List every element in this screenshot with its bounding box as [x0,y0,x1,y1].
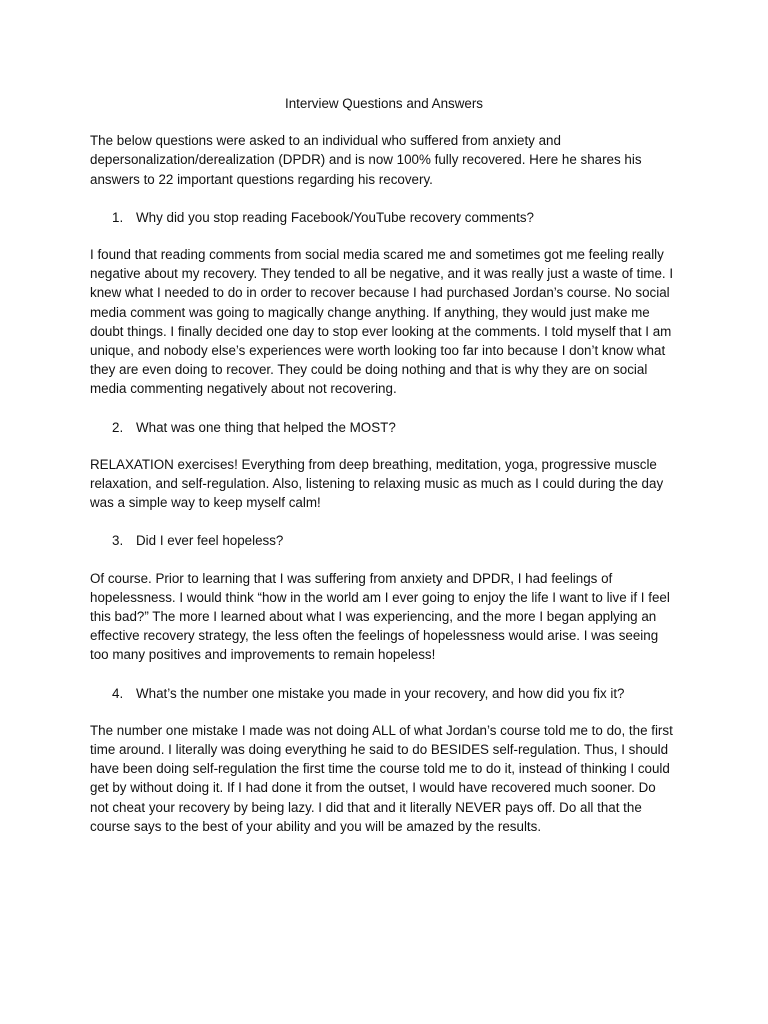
document-title: Interview Questions and Answers [285,96,483,111]
question-number: 3. [112,533,124,549]
question-1 [90,208,678,227]
question-3 [90,531,678,550]
question-text: Why did you stop reading Facebook/YouTube recovery comments? [136,209,534,225]
question-4 [90,684,678,703]
answer-4: The number one mistake I made was not doing ALL of what Jordan’s course told me to do, the first time around. I literally was doing everything he said to do BESIDES self-regulation. Thus, I should have been doing self-regulation the first time the course told me to do it, instead of thinking I could get by without doing it. If I had done it from the outset, I would have recovered much sooner. Do not cheat your recovery by being lazy. I did that and it literally NEVER pays off. Do all that the course says to the best of your ability and you will be amazed by the results. [90,722,673,834]
question-text: What’s the number one mistake you made in your recovery, and how did you fix it? [136,685,625,701]
question-number: 2. [112,419,124,435]
question-number: 1. [112,209,124,225]
question-2 [90,418,678,437]
answer-1: I found that reading comments from social media scared me and sometimes got me feeling really negative about my recovery. They tended to all be negative, and it was really just a waste of time. I knew what I needed to do in order to recover because I had purchased Jordan’s course. No social media comment was going to magically change anything. If anything, they would just make me doubt things. I finally decided one day to stop ever looking at the comments. I told myself that I am unique, and nobody else’s experiences were worth looking too far into because I don’t know what they are even doing to recover. They could be doing nothing and that is why they are on social media commenting negatively about not recovering. [90,247,674,397]
answer-3: Of course. Prior to learning that I was suffering from anxiety and DPDR, I had feelings of hopelessness. I would think “how in the world am I ever going to enjoy the life I want to live if I feel this bad?” The more I learned about what I was experiencing, and the more I began applying an effective recovery strategy, the less often the feelings of hopelessness would arise. I was seeing too many positives and improvements to remain hopeless! [90,570,670,663]
answer-2: RELAXATION exercises! Everything from deep breathing, meditation, yoga, progressive muscle relaxation, and self-regulation. Also, listening to relaxing music as much as I could during the day was a simple way to keep myself calm! [90,456,664,511]
question-text: Did I ever feel hopeless? [136,533,284,549]
intro-paragraph: The below questions were asked to an individual who suffered from anxiety and depersonalization/derealization (DPDR) and is now 100% fully recovered. Here he shares his answers to 22 important questions regarding his recovery. [90,133,642,187]
question-number: 4. [112,685,124,701]
question-text: What was one thing that helped the MOST? [136,419,396,435]
